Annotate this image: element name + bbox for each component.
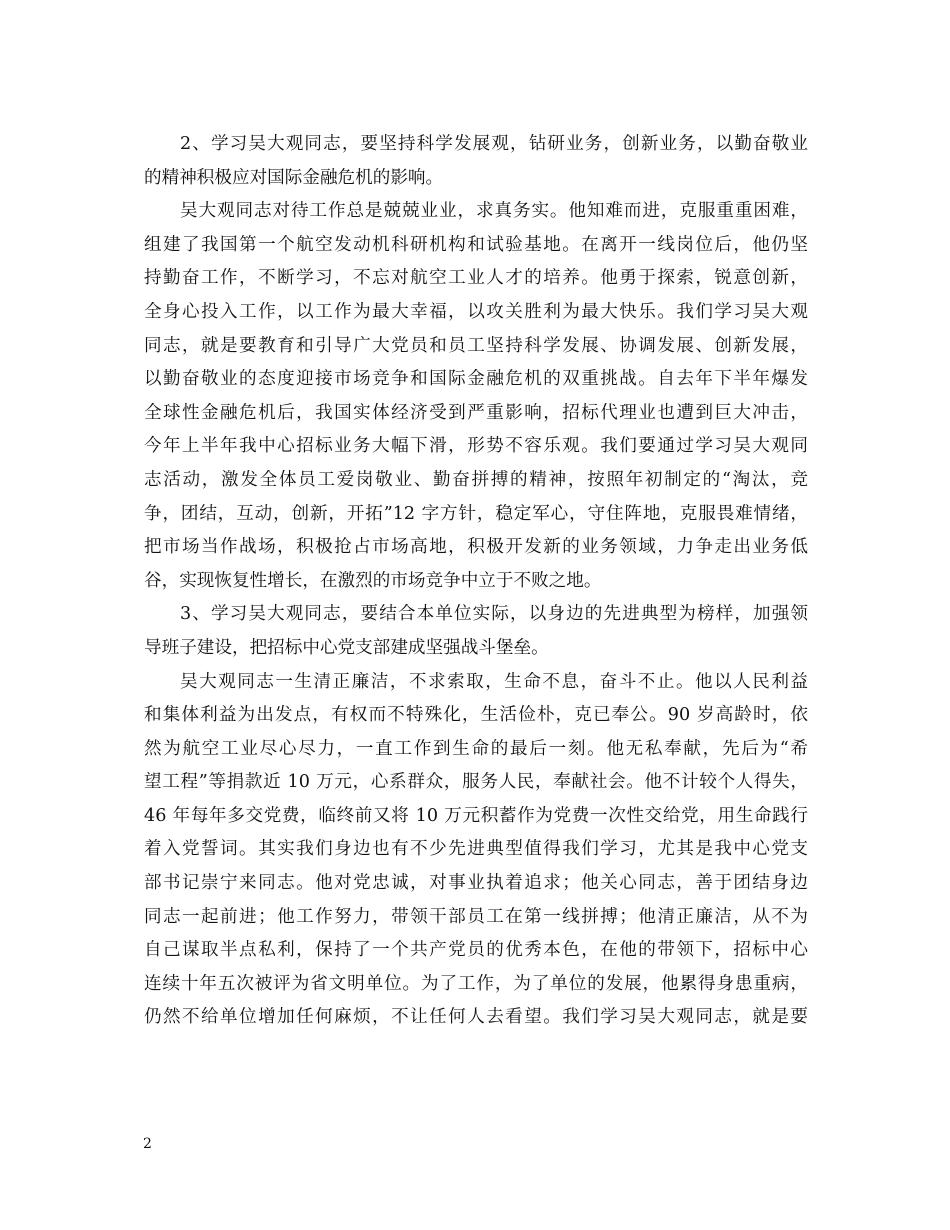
text-line: 仍然不给单位增加任何麻烦，不让任何人去看望。我们学习吴大观同志，就是要 [144,1007,808,1028]
text-line: 和集体利益为出发点，有权而不特殊化，生活俭朴，克已奉公。90 岁高龄时，依 [144,705,808,726]
text-line: 同志，就是要教育和引导广大党员和员工坚持科学发展、协调发展、创新发展， [144,335,808,356]
text-line: 部书记崇宁来同志。他对党忠诚，对事业执着追求；他关心同志，善于团结身边 [144,873,808,894]
text-line: 同志一起前进；他工作努力，带领干部员工在第一线拼搏；他清正廉洁，从不为 [144,906,808,927]
text-line: 吴大观同志一生清正廉洁，不求索取，生命不息，奋斗不止。他以人民利益 [180,671,808,692]
text-line: 志活动，激发全体员工爱岗敬业、勤奋拼搏的精神，按照年初制定的“淘汰，竞 [144,469,808,490]
text-line: 的精神积极应对国际金融危机的影响。 [144,167,444,188]
text-line: 3、学习吴大观同志，要结合本单位实际，以身边的先进典型为榜样，加强领 [180,604,808,625]
text-line: 争，团结，互动，创新，开拓”12 字方针，稳定军心，守住阵地，克服畏难情绪， [144,503,808,524]
text-line: 谷，实现恢复性增长，在激烈的市场竞争中立于不败之地。 [144,570,602,591]
text-line: 2、学习吴大观同志，要坚持科学发展观，钻研业务，创新业务，以勤奋敬业 [180,134,808,154]
text-line: 然为航空工业尽心尽力，一直工作到生命的最后一刻。他无私奉献，先后为“希 [144,738,808,759]
text-line: 以勤奋敬业的态度迎接市场竞争和国际金融危机的双重挑战。自去年下半年爆发 [144,369,808,390]
text-line: 全身心投入工作，以工作为最大幸福，以攻关胜利为最大快乐。我们学习吴大观 [144,301,808,322]
text-line: 导班子建设，把招标中心党支部建成坚强战斗堡垒。 [144,637,549,658]
text-line: 自己谋取半点私利，保持了一个共产党员的优秀本色，在他的带领下，招标中心 [144,940,808,961]
text-line: 连续十年五次被评为省文明单位。为了工作，为了单位的发展，他累得身患重病， [144,973,808,994]
text-line: 望工程”等捐款近 10 万元，心系群众，服务人民，奉献社会。他不计较个人得失， [144,772,808,793]
text-line: 全球性金融危机后，我国实体经济受到严重影响，招标代理业也遭到巨大冲击， [144,402,808,423]
text-line: 吴大观同志对待工作总是兢兢业业，求真务实。他知难而进，克服重重困难， [180,201,808,222]
text-line: 着入党誓词。其实我们身边也有不少先进典型值得我们学习，尤其是我中心党支 [144,839,808,860]
text-line: 46 年每年多交党费，临终前又将 10 万元积蓄作为党费一次性交给党，用生命践行 [144,805,808,826]
page-number: 2 [143,1136,152,1152]
text-line: 组建了我国第一个航空发动机科研机构和试验基地。在离开一线岗位后，他仍坚 [144,234,808,255]
document-body [144,128,808,1035]
text-line: 今年上半年我中心招标业务大幅下滑，形势不容乐观。我们要通过学习吴大观同 [144,436,808,457]
text-line: 持勤奋工作，不断学习，不忘对航空工业人才的培养。他勇于探索，锐意创新， [144,268,808,289]
text-line: 把市场当作战场，积极抢占市场高地，积极开发新的业务领域，力争走出业务低 [144,537,808,558]
